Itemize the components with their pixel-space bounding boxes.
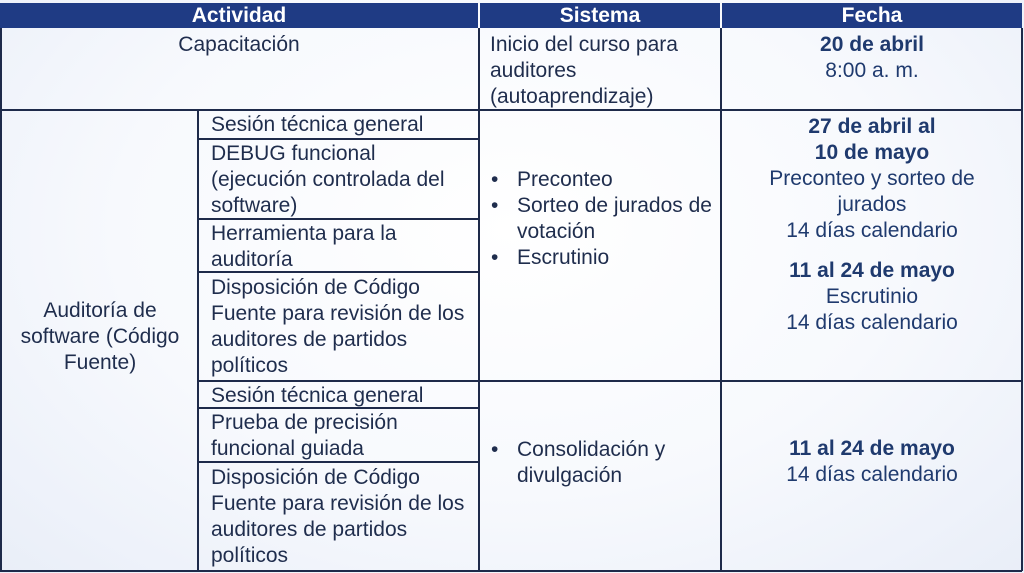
header-date: Fecha [722, 3, 1022, 28]
g1-system-1: • Preconteo [485, 167, 717, 193]
g1-date-range-1: 27 de abril al [808, 115, 936, 138]
row1-date-bold: 20 de abril [820, 33, 924, 56]
g2-sub-2: Prueba de precisión funcional guiada [211, 411, 398, 460]
g2-sub-1: Sesión técnica general [211, 384, 424, 407]
g2-systems [485, 437, 705, 489]
g1-date-days-2: 14 días calendario [786, 311, 958, 334]
row1-date-time: 8:00 a. m. [825, 59, 919, 82]
g1-date-desc-2: Escrutinio [825, 285, 919, 308]
row1-system: Inicio del curso para auditores (autoaprendizaje) [490, 33, 678, 108]
header-activity: Actividad [0, 3, 478, 28]
g1-date-range-2: 11 al 24 de mayo [789, 259, 955, 282]
g2-date-days: 14 días calendario [786, 463, 958, 486]
g1-systems [485, 167, 717, 271]
g1-system-3: • Escrutinio [485, 245, 717, 271]
header-system: Sistema [480, 3, 720, 28]
g1-date-days-1: 14 días calendario [786, 219, 958, 242]
g1-date-desc-1: Preconteo y sorteo de jurados [769, 167, 975, 216]
g1-sub-1: Sesión técnica general [211, 113, 424, 136]
g2-sub-3: Disposición de Código Fuente para revisión de los auditores de partidos políticos [211, 466, 465, 567]
row1-date [722, 32, 1022, 84]
g2-dates [722, 436, 1022, 488]
g1-sub-2: DEBUG funcional (ejecución controlada del software) [211, 142, 445, 217]
row1-activity: Capacitación [178, 33, 300, 56]
g1-system-2: • Sorteo de jurados de votación [485, 193, 717, 245]
g1-dates [722, 114, 1022, 336]
row2-activity: Auditoría de software (Código Fuente) [20, 299, 180, 374]
g1-sub-4: Disposición de Código Fuente para revisión de los auditores de partidos políticos [211, 276, 465, 377]
g1-sub-3: Herramienta para la auditoría [211, 222, 397, 271]
g1-date-range-1b: 10 de mayo [814, 141, 930, 164]
g2-date-range: 11 al 24 de mayo [789, 437, 955, 460]
g2-system-1: • Consolidación y divulgación [485, 437, 705, 489]
